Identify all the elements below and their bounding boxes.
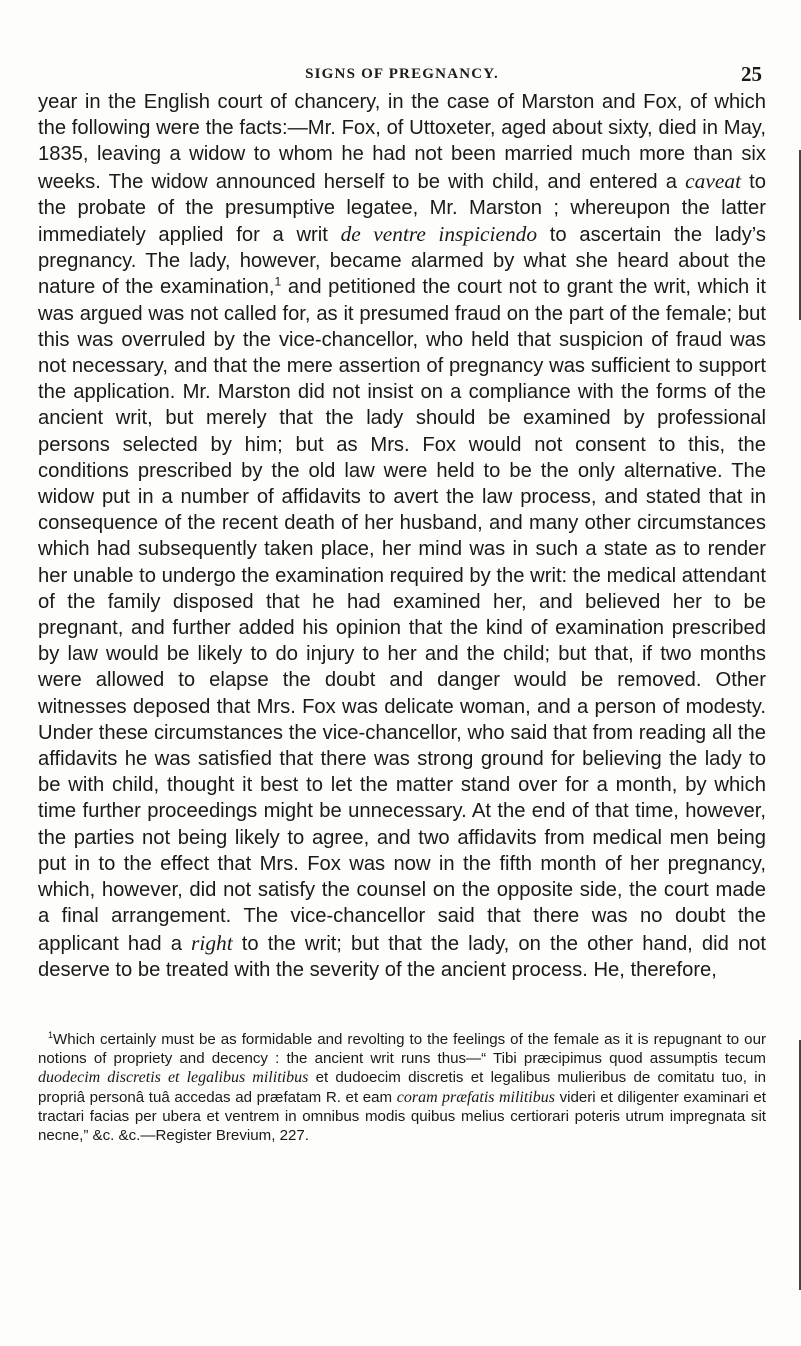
body-text-run: year in the English court of chancery, in the case of Marston and Fox, of which the following were the facts:—Mr. Fox, of Uttoxeter, aged about sixty, died in May, 1835, leaving a widow to whom he had not been married much more than six weeks. The widow announced herself to be with child, and entered a xyxy=(38,91,766,193)
footnote-text-run: Which certainly must be as formidable and revolting to the feelings of the female as it is repugnant to our notions of propriety and decency : the ancient writ runs thus—“ Tibi præcipimus quod assumptis tecum xyxy=(38,1031,766,1068)
running-title: SIGNS OF PREGNANCY. xyxy=(305,66,499,82)
body-paragraph xyxy=(38,89,766,983)
footnote-section xyxy=(38,1030,766,1145)
footnote xyxy=(38,1030,766,1145)
running-head xyxy=(40,62,764,86)
italic-term-caveat: caveat xyxy=(685,168,742,193)
footnote-text-run: et dudoecim discretis et legalibus mulieribus de comitatu tuo, in propriâ personâ tuâ accedas ad præfatam R. et eam xyxy=(38,1069,766,1106)
page-number: 25 xyxy=(741,62,762,86)
body-text-run: to ascertain the lady’s pregnancy. The lady, however, became alarmed by what she heard about the nature of the examination, xyxy=(38,224,767,299)
footnote-italic: coram præfatis militibus xyxy=(396,1088,555,1106)
footnote-italic: duodecim discretis et legalibus militibus xyxy=(38,1069,309,1087)
body-text-run: to the probate of the presumptive legatee, Mr. Marston ; whereupon the latter immediately applied for a writ xyxy=(38,170,766,247)
footnote-marker: 1 xyxy=(48,1029,54,1040)
footnote-text-run: videri et diligenter examinari et tractari facias per ubera et ventrem in omnibus modis quibus melius certiorari poteris utrum impregnata sit necne,” &c. &c.—Register Brevium, 227. xyxy=(38,1088,766,1145)
footnote-reference: 1 xyxy=(274,274,282,289)
italic-term-right: right xyxy=(191,930,233,955)
italic-writ-name: de ventre inspiciendo xyxy=(340,222,538,247)
body-text-run: and petitioned the court not to grant the writ, which it was argued was not called for, as it presumed fraud on the part of the female; but this was overruled by the vice-chancellor, who held that suspicion of fraud was not necessary, and that the mere assertion of pregnancy was sufficient to support the application. Mr. Marston did not insist on a compliance with the forms of the ancient writ, but merely that the lady should be examined by professional persons selected by him; but as Mrs. Fox would not consent to this, the conditions prescribed by the old law were held to be the only alternative. The widow put in a number of affidavits to avert the law process, and stated that in consequence of the recent death of her husband, and many other circumstances which had subsequently taken place, her mind was in such a state as to render her unable to undergo the examination required by the writ: the medical attendant of the family disposed that he had examined her, and believed her to be pregnant, and further added his opinion that the kind of examination prescribed by law would be likely to do injury to her and the child; but that, if two months were allowed to elapse the doubt and danger would be removed. Other witnesses deposed that Mrs. Fox was delicate woman, and a person of modesty. Under these circumstances the vice-chancellor, who said that from reading all the affidavits he was satisfied that there was strong ground for believing the lady to be with child, thought it best to let the matter stand over for a month, by which time further proceedings might be unnecessary. At the end of that time, however, the parties not being likely to agree, and two affidavits from medical men being put in to the effect that Mrs. Fox was now in the fifth month of her pregnancy, which, however, did not satisfy the counsel on the opposite side, the court made a final arrangement. The vice-chancellor said that there was no doubt the applicant had a xyxy=(38,276,766,955)
body-text-run: to the writ; but that the lady, on the other hand, did not deserve to be treated with the severity of the ancient process. He, therefore, xyxy=(38,932,766,981)
